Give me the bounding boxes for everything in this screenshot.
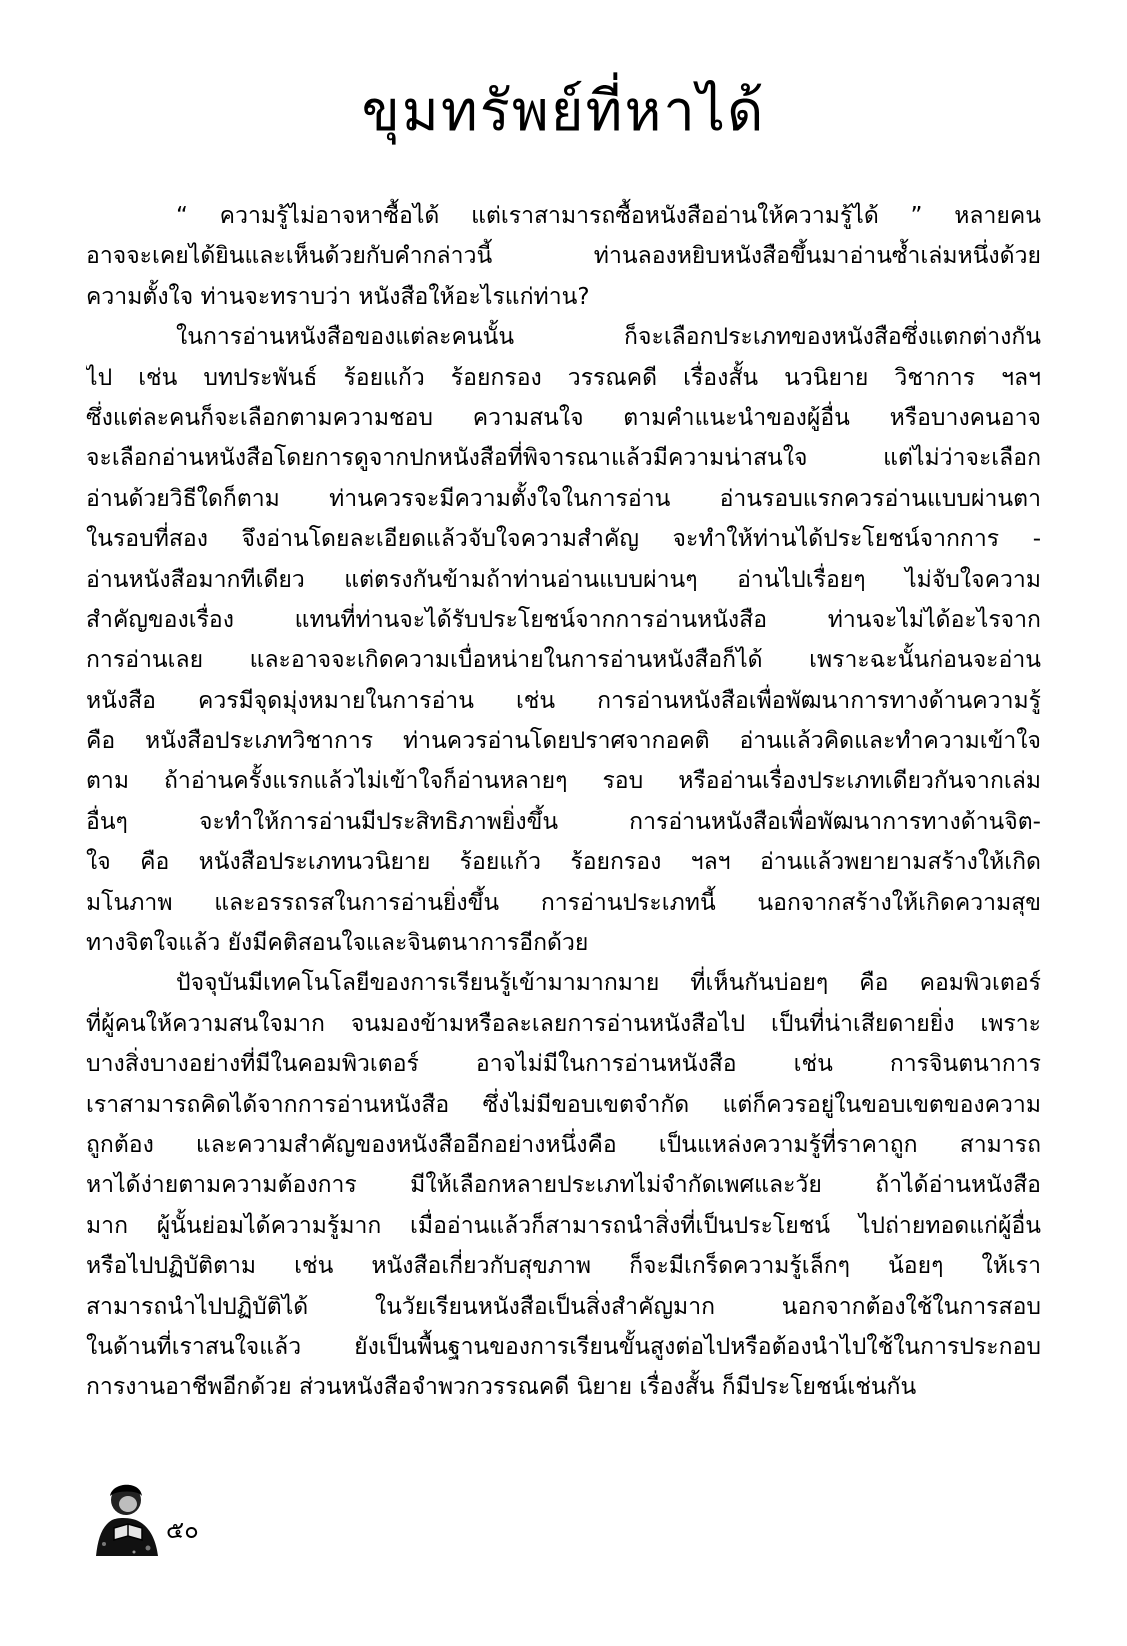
- page-number: ๕๐: [166, 1516, 199, 1544]
- text-line: ในรอบที่สอง จึงอ่านโดยละเอียดแล้วจับใจความสำคัญ จะทำให้ท่านได้ประโยชน์จากการ -: [86, 526, 1041, 553]
- text-line: อ่านหนังสือมากทีเดียว แต่ตรงกันข้ามถ้าท่านอ่านแบบผ่านๆ อ่านไปเรื่อยๆ ไม่จับใจความ: [86, 566, 1041, 593]
- text-line: มาก ผู้นั้นย่อมได้ความรู้มาก เมื่ออ่านแล้วก็สามารถนำสิ่งที่เป็นประโยชน์ ไปถ่ายทอดแก่ผู้อื่น: [86, 1212, 1041, 1239]
- text-line: มโนภาพ และอรรถรสในการอ่านยิ่งขึ้น การอ่านประเภทนี้ นอกจากสร้างให้เกิดความสุข: [86, 889, 1041, 916]
- text-line: ไป เช่น บทประพันธ์ ร้อยแก้ว ร้อยกรอง วรรณคดี เรื่องสั้น นวนิยาย วิชาการ ฯลฯ: [86, 364, 1041, 391]
- text-line: การอ่านเลย และอาจจะเกิดความเบื่อหน่ายในการอ่านหนังสือก็ได้ เพราะฉะนั้นก่อนจะอ่าน: [86, 647, 1041, 674]
- text-line: ในการอ่านหนังสือของแต่ละคนนั้น ก็จะเลือกประเภทของหนังสือซึ่งแตกต่างกัน: [176, 324, 1041, 351]
- text-line: ถูกต้อง และความสำคัญของหนังสืออีกอย่างหนึ่งคือ เป็นแหล่งความรู้ที่ราคาถูก สามารถ: [86, 1131, 1041, 1158]
- text-line: ในด้านที่เราสนใจแล้ว ยังเป็นพื้นฐานของการเรียนขั้นสูงต่อไปหรือต้องนำไปใช้ในการประกอบ: [86, 1333, 1041, 1360]
- text-line: ตาม ถ้าอ่านครั้งแรกแล้วไม่เข้าใจก็อ่านหลายๆ รอบ หรืออ่านเรื่องประเภทเดียวกันจากเล่ม: [86, 768, 1041, 795]
- text-line: หนังสือ ควรมีจุดมุ่งหมายในการอ่าน เช่น การอ่านหนังสือเพื่อพัฒนาการทางด้านความรู้: [86, 687, 1041, 714]
- text-line: สามารถนำไปปฏิบัติได้ ในวัยเรียนหนังสือเป็นสิ่งสำคัญมาก นอกจากต้องใช้ในการสอบ: [86, 1293, 1041, 1320]
- page-title: ขุมทรัพย์ที่หาได้: [361, 79, 766, 144]
- text-line: ทางจิตใจแล้ว ยังมีคติสอนใจและจินตนาการอีกด้วย: [86, 930, 589, 957]
- text-line: หรือไปปฏิบัติตาม เช่น หนังสือเกี่ยวกับสุขภาพ ก็จะมีเกร็ดความรู้เล็กๆ น้อยๆ ให้เรา: [86, 1253, 1041, 1280]
- reading-child-illustration-icon: [88, 1468, 164, 1560]
- text-line: บางสิ่งบางอย่างที่มีในคอมพิวเตอร์ อาจไม่มีในการอ่านหนังสือ เช่น การจินตนาการ: [86, 1051, 1041, 1078]
- text-line: ความตั้งใจ ท่านจะทราบว่า หนังสือให้อะไรแก่ท่าน?: [86, 283, 590, 310]
- text-line: จะเลือกอ่านหนังสือโดยการดูจากปกหนังสือที่พิจารณาแล้วมีความน่าสนใจ แต่ไม่ว่าจะเลือก: [86, 445, 1041, 472]
- text-line: เราสามารถคิดได้จากการอ่านหนังสือ ซึ่งไม่มีขอบเขตจำกัด แต่ก็ควรอยู่ในขอบเขตของความ: [86, 1091, 1041, 1118]
- body-text: [86, 196, 1041, 1408]
- text-line: หาได้ง่ายตามความต้องการ มีให้เลือกหลายประเภทไม่จำกัดเพศและวัย ถ้าได้อ่านหนังสือ: [86, 1172, 1041, 1199]
- text-line: คือ หนังสือประเภทวิชาการ ท่านควรอ่านโดยปราศจากอคติ อ่านแล้วคิดและทำความเข้าใจ: [86, 728, 1041, 755]
- text-line: อ่านด้วยวิธีใดก็ตาม ท่านควรจะมีความตั้งใจในการอ่าน อ่านรอบแรกควรอ่านแบบผ่านตา: [86, 485, 1041, 512]
- text-line: อื่นๆ จะทำให้การอ่านมีประสิทธิภาพยิ่งขึ้น การอ่านหนังสือเพื่อพัฒนาการทางด้านจิต-: [86, 808, 1041, 835]
- text-line: ปัจจุบันมีเทคโนโลยีของการเรียนรู้เข้ามามากมาย ที่เห็นกันบ่อยๆ คือ คอมพิวเตอร์: [176, 970, 1041, 997]
- text-line: ใจ คือ หนังสือประเภทนวนิยาย ร้อยแก้ว ร้อยกรอง ฯลฯ อ่านแล้วพยายามสร้างให้เกิด: [86, 849, 1041, 876]
- text-line: อาจจะเคยได้ยินและเห็นด้วยกับคำกล่าวนี้ ท่านลองหยิบหนังสือขึ้นมาอ่านซ้ำเล่มหนึ่งด้วย: [86, 243, 1041, 270]
- text-line: การงานอาชีพอีกด้วย ส่วนหนังสือจำพวกวรรณคดี นิยาย เรื่องสั้น ก็มีประโยชน์เช่นกัน: [86, 1374, 917, 1401]
- text-line: “ ความรู้ไม่อาจหาซื้อได้ แต่เราสามารถซื้อหนังสืออ่านให้ความรู้ได้ ” หลายคน: [176, 203, 1041, 229]
- text-line: ที่ผู้คนให้ความสนใจมาก จนมองข้ามหรือละเลยการอ่านหนังสือไป เป็นที่น่าเสียดายยิ่ง เพราะ: [86, 1010, 1041, 1037]
- text-line: สำคัญของเรื่อง แทนที่ท่านจะได้รับประโยชน์จากการอ่านหนังสือ ท่านจะไม่ได้อะไรจาก: [86, 606, 1041, 633]
- text-line: ซึ่งแต่ละคนก็จะเลือกตามความชอบ ความสนใจ ตามคำแนะนำของผู้อื่น หรือบางคนอาจ: [86, 404, 1041, 431]
